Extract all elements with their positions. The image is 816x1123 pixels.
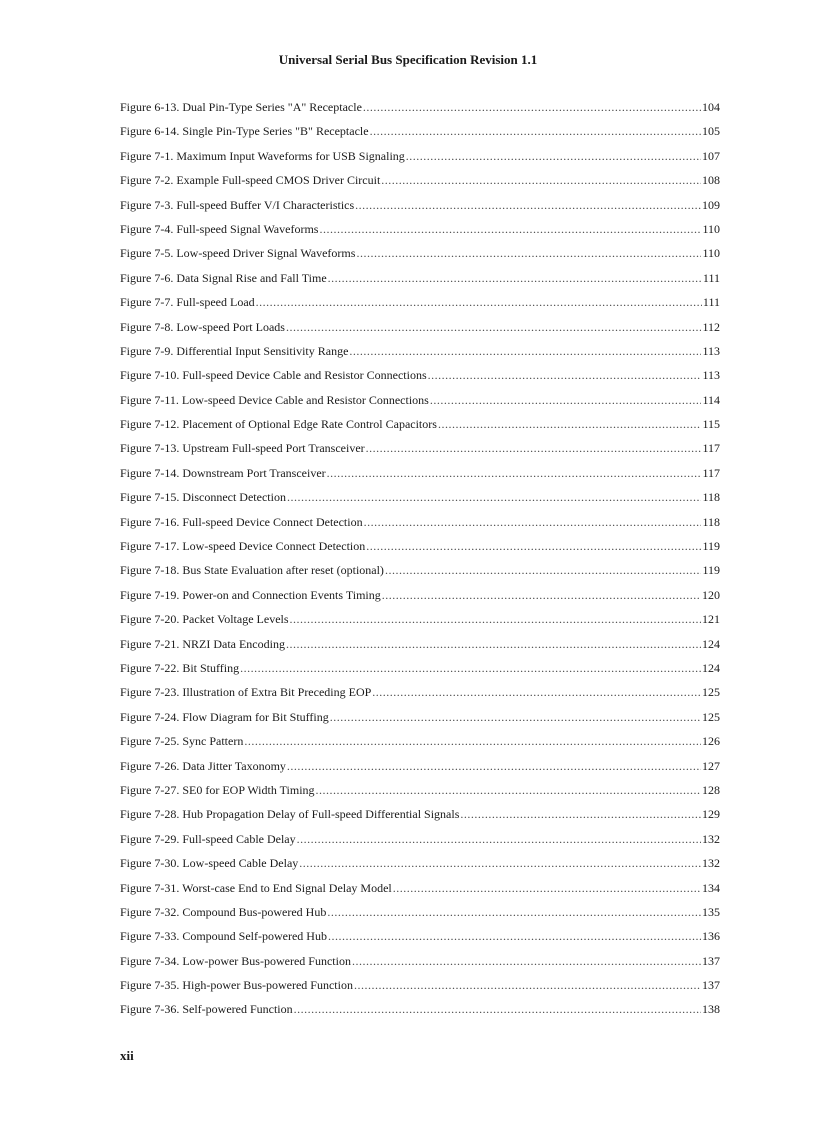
toc-entry-page: 119 bbox=[702, 563, 720, 578]
toc-entry[interactable] bbox=[120, 149, 720, 173]
toc-entry[interactable] bbox=[120, 368, 720, 392]
toc-entry-page: 113 bbox=[702, 343, 720, 358]
toc-entry-label: Figure 7-14. Downstream Port Transceiver bbox=[120, 465, 326, 480]
toc-entry[interactable] bbox=[120, 271, 720, 295]
toc-entry-label: Figure 7-24. Flow Diagram for Bit Stuffing bbox=[120, 709, 329, 724]
toc-entry[interactable] bbox=[120, 759, 720, 783]
toc-entry-label: Figure 7-21. NRZI Data Encoding bbox=[120, 636, 285, 651]
dot-leader bbox=[299, 856, 701, 870]
toc-entry[interactable] bbox=[120, 856, 720, 880]
toc-entry-page: 132 bbox=[702, 856, 720, 871]
toc-entry[interactable] bbox=[120, 685, 720, 709]
toc-entry-label: Figure 7-32. Compound Bus-powered Hub bbox=[120, 904, 327, 919]
dot-leader bbox=[286, 320, 701, 334]
toc-entry-page: 104 bbox=[702, 100, 720, 114]
dot-leader bbox=[372, 685, 701, 699]
toc-entry-label: Figure 7-17. Low-speed Device Connect Detection bbox=[120, 539, 366, 554]
dot-leader bbox=[297, 832, 701, 846]
toc-entry[interactable] bbox=[120, 588, 720, 612]
toc-entry-page: 112 bbox=[702, 319, 720, 334]
dot-leader bbox=[356, 246, 701, 260]
dot-leader bbox=[240, 661, 701, 675]
toc-entry[interactable] bbox=[120, 661, 720, 685]
toc-entry-label: Figure 7-20. Packet Voltage Levels bbox=[120, 612, 289, 627]
toc-entry[interactable] bbox=[120, 612, 720, 636]
toc-entry[interactable] bbox=[120, 929, 720, 953]
toc-entry[interactable] bbox=[120, 807, 720, 831]
toc-entry[interactable] bbox=[120, 515, 720, 539]
dot-leader bbox=[406, 149, 701, 163]
dot-leader bbox=[327, 905, 701, 919]
toc-entry[interactable] bbox=[120, 734, 720, 758]
toc-entry-label: Figure 7-6. Data Signal Rise and Fall Time bbox=[120, 270, 327, 285]
toc-entry-label: Figure 7-35. High-power Bus-powered Function bbox=[120, 978, 353, 993]
toc-entry[interactable] bbox=[120, 246, 720, 270]
toc-entry-label: Figure 7-8. Low-speed Port Loads bbox=[120, 319, 285, 334]
toc-entry-label: Figure 7-9. Differential Input Sensitivity Range bbox=[120, 343, 349, 358]
toc-entry-page: 137 bbox=[702, 953, 720, 968]
toc-entry-page: 138 bbox=[702, 1002, 720, 1017]
dot-leader bbox=[286, 637, 701, 651]
toc-entry-page: 121 bbox=[702, 612, 720, 627]
toc-entry[interactable] bbox=[120, 417, 720, 441]
toc-entry-page: 111 bbox=[702, 295, 720, 310]
toc-entry-page: 110 bbox=[702, 221, 720, 236]
toc-entry[interactable] bbox=[120, 295, 720, 319]
table-of-figures bbox=[120, 100, 720, 1027]
dot-leader bbox=[366, 539, 701, 553]
toc-entry-page: 118 bbox=[702, 514, 720, 529]
toc-entry-page: 120 bbox=[702, 587, 720, 602]
toc-entry-page: 132 bbox=[702, 831, 720, 846]
dot-leader bbox=[382, 588, 701, 602]
toc-entry-page: 125 bbox=[702, 709, 720, 724]
toc-entry-page: 119 bbox=[702, 539, 720, 554]
dot-leader bbox=[294, 1002, 701, 1016]
toc-entry[interactable] bbox=[120, 393, 720, 417]
dot-leader bbox=[327, 466, 702, 480]
toc-entry-label: Figure 7-27. SE0 for EOP Width Timing bbox=[120, 782, 315, 797]
dot-leader bbox=[287, 759, 701, 773]
toc-entry-label: Figure 7-7. Full-speed Load bbox=[120, 295, 255, 310]
toc-entry[interactable] bbox=[120, 954, 720, 978]
toc-entry-page: 108 bbox=[702, 173, 720, 188]
toc-entry-label: Figure 7-23. Illustration of Extra Bit Preceding EOP bbox=[120, 685, 372, 700]
dot-leader bbox=[393, 881, 701, 895]
toc-entry[interactable] bbox=[120, 320, 720, 344]
toc-entry[interactable] bbox=[120, 563, 720, 587]
dot-leader bbox=[428, 368, 702, 382]
toc-entry-page: 117 bbox=[702, 465, 720, 480]
toc-entry-page: 129 bbox=[702, 807, 720, 822]
page-number: xii bbox=[120, 1048, 134, 1063]
toc-entry[interactable] bbox=[120, 783, 720, 807]
toc-entry[interactable] bbox=[120, 710, 720, 734]
toc-entry-label: Figure 7-1. Maximum Input Waveforms for USB Signaling bbox=[120, 148, 405, 163]
toc-entry-page: 109 bbox=[702, 197, 720, 212]
toc-entry-label: Figure 7-16. Full-speed Device Connect Detection bbox=[120, 514, 363, 529]
toc-entry[interactable] bbox=[120, 441, 720, 465]
toc-entry-page: 110 bbox=[702, 246, 720, 261]
toc-entry-page: 136 bbox=[702, 929, 720, 944]
toc-entry-label: Figure 7-26. Data Jitter Taxonomy bbox=[120, 758, 286, 773]
toc-entry-label: Figure 7-29. Full-speed Cable Delay bbox=[120, 831, 296, 846]
dot-leader bbox=[355, 198, 701, 212]
toc-entry[interactable] bbox=[120, 198, 720, 222]
toc-entry[interactable] bbox=[120, 905, 720, 929]
dot-leader bbox=[287, 490, 701, 504]
toc-entry-label: Figure 7-18. Bus State Evaluation after reset (optional) bbox=[120, 563, 384, 578]
toc-entry-label: Figure 7-3. Full-speed Buffer V/I Characteristics bbox=[120, 197, 355, 212]
dot-leader bbox=[381, 173, 701, 187]
toc-entry-label: Figure 6-13. Dual Pin-Type Series "A" Receptacle bbox=[120, 100, 362, 114]
toc-entry-label: Figure 6-14. Single Pin-Type Series "B" Receptacle bbox=[120, 124, 369, 139]
toc-entry-page: 124 bbox=[702, 660, 720, 675]
toc-entry-page: 135 bbox=[702, 904, 720, 919]
dot-leader bbox=[385, 563, 702, 577]
toc-entry-label: Figure 7-2. Example Full-speed CMOS Driver Circuit bbox=[120, 173, 381, 188]
dot-leader bbox=[366, 441, 702, 455]
toc-entry-label: Figure 7-12. Placement of Optional Edge Rate Control Capacitors bbox=[120, 417, 437, 432]
toc-entry-label: Figure 7-10. Full-speed Device Cable and Resistor Connections bbox=[120, 368, 427, 383]
toc-entry-label: Figure 7-30. Low-speed Cable Delay bbox=[120, 856, 299, 871]
dot-leader bbox=[328, 271, 702, 285]
toc-entry[interactable] bbox=[120, 832, 720, 856]
toc-entry-page: 124 bbox=[702, 636, 720, 651]
dot-leader bbox=[460, 807, 701, 821]
toc-entry-page: 134 bbox=[702, 880, 720, 895]
toc-entry-label: Figure 7-11. Low-speed Device Cable and Resistor Connections bbox=[120, 392, 429, 407]
dot-leader bbox=[438, 417, 702, 431]
toc-entry-page: 115 bbox=[702, 417, 720, 432]
toc-entry[interactable] bbox=[120, 100, 720, 124]
toc-entry-page: 137 bbox=[702, 978, 720, 993]
toc-entry-label: Figure 7-13. Upstream Full-speed Port Transceiver bbox=[120, 441, 365, 456]
dot-leader bbox=[370, 124, 701, 138]
toc-entry-label: Figure 7-33. Compound Self-powered Hub bbox=[120, 929, 327, 944]
toc-entry-label: Figure 7-15. Disconnect Detection bbox=[120, 490, 286, 505]
dot-leader bbox=[328, 929, 701, 943]
toc-entry-page: 105 bbox=[702, 124, 720, 139]
toc-entry-page: 113 bbox=[702, 368, 720, 383]
dot-leader bbox=[364, 515, 702, 529]
toc-entry-label: Figure 7-25. Sync Pattern bbox=[120, 734, 244, 749]
toc-entry-page: 128 bbox=[702, 782, 720, 797]
toc-entry-page: 127 bbox=[702, 758, 720, 773]
dot-leader bbox=[330, 710, 701, 724]
dot-leader bbox=[363, 100, 701, 114]
toc-entry[interactable] bbox=[120, 978, 720, 1002]
toc-entry[interactable] bbox=[120, 222, 720, 246]
toc-entry[interactable] bbox=[120, 173, 720, 197]
page-header: Universal Serial Bus Specification Revision 1.1 bbox=[278, 52, 538, 67]
toc-entry[interactable] bbox=[120, 466, 720, 490]
toc-entry-page: 117 bbox=[702, 441, 720, 456]
toc-entry-label: Figure 7-19. Power-on and Connection Events Timing bbox=[120, 587, 381, 602]
toc-entry-page: 107 bbox=[702, 148, 720, 163]
toc-entry[interactable] bbox=[120, 881, 720, 905]
toc-entry[interactable] bbox=[120, 637, 720, 661]
dot-leader bbox=[349, 344, 701, 358]
toc-entry-label: Figure 7-31. Worst-case End to End Signal Delay Model bbox=[120, 880, 392, 895]
toc-entry-page: 118 bbox=[702, 490, 720, 505]
dot-leader bbox=[430, 393, 702, 407]
toc-entry-page: 114 bbox=[702, 392, 720, 407]
dot-leader bbox=[319, 222, 701, 236]
toc-entry[interactable] bbox=[120, 1002, 720, 1026]
dot-leader bbox=[316, 783, 701, 797]
toc-entry-page: 125 bbox=[702, 685, 720, 700]
dot-leader bbox=[290, 612, 701, 626]
toc-entry-label: Figure 7-28. Hub Propagation Delay of Full-speed Differential Signals bbox=[120, 807, 460, 822]
toc-entry-label: Figure 7-5. Low-speed Driver Signal Waveforms bbox=[120, 246, 356, 261]
toc-entry[interactable] bbox=[120, 124, 720, 148]
dot-leader bbox=[256, 295, 702, 309]
toc-entry-page: 111 bbox=[702, 270, 720, 285]
toc-entry-page: 126 bbox=[702, 734, 720, 749]
toc-entry[interactable] bbox=[120, 490, 720, 514]
dot-leader bbox=[352, 954, 701, 968]
toc-entry-label: Figure 7-22. Bit Stuffing bbox=[120, 660, 240, 675]
toc-entry-label: Figure 7-36. Self-powered Function bbox=[120, 1002, 293, 1017]
dot-leader bbox=[354, 978, 701, 992]
dot-leader bbox=[244, 734, 701, 748]
toc-entry[interactable] bbox=[120, 539, 720, 563]
toc-entry[interactable] bbox=[120, 344, 720, 368]
toc-entry-label: Figure 7-4. Full-speed Signal Waveforms bbox=[120, 221, 319, 236]
toc-entry-label: Figure 7-34. Low-power Bus-powered Function bbox=[120, 953, 351, 968]
